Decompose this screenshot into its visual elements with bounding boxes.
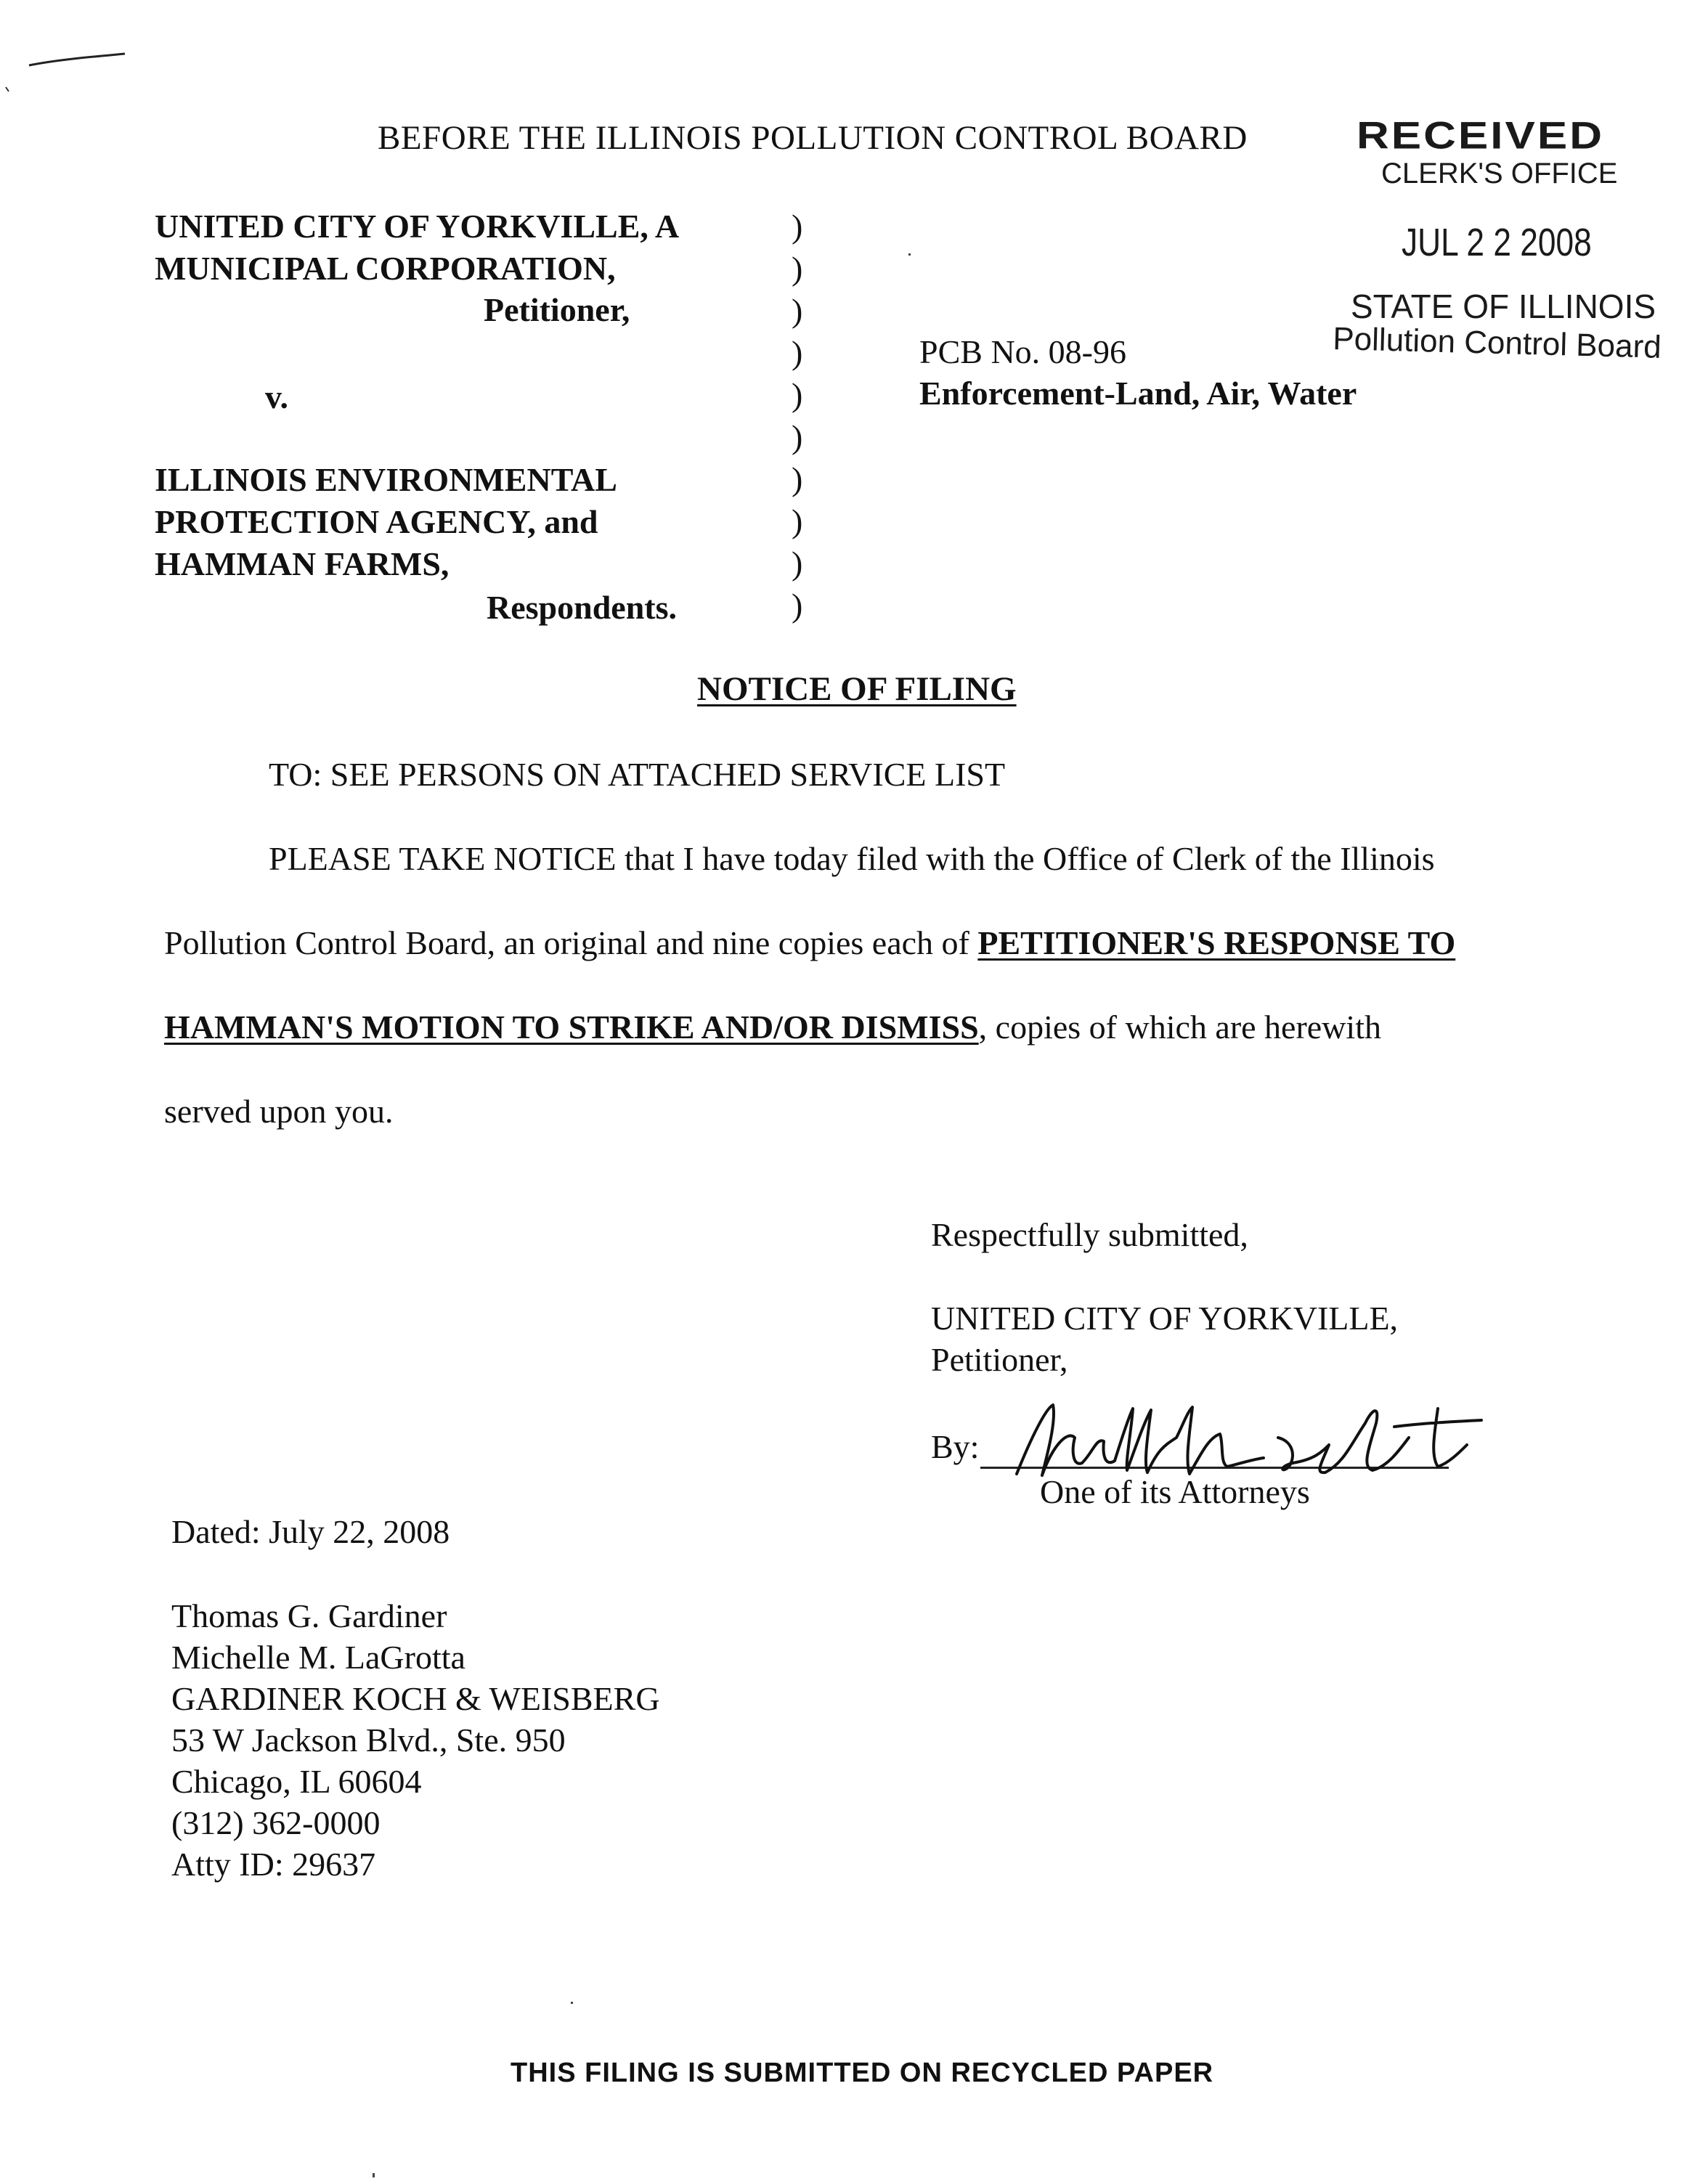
paren: ) (792, 460, 803, 497)
line-2-text: Pollution Control Board, an original and nine copies each of (164, 924, 978, 961)
notice-paragraph-line-4: served upon you. (164, 1093, 394, 1130)
scan-artifact-mark (0, 0, 145, 102)
attorney-block (171, 1595, 660, 1885)
notice-heading: NOTICE OF FILING (697, 670, 1017, 708)
paren: ) (792, 418, 803, 455)
paren: ) (792, 502, 803, 539)
attorney-line: Atty ID: 29637 (171, 1846, 376, 1883)
line-3-text: , copies of which are herewith (978, 1009, 1381, 1046)
petitioner-role: Petitioner, (484, 291, 630, 328)
document-title-part-2: HAMMAN'S MOTION TO STRIKE AND/OR DISMISS (164, 1009, 979, 1046)
attorney-line: Michelle M. LaGrotta (171, 1639, 465, 1676)
paren: ) (792, 587, 803, 624)
respondent-role: Respondents. (487, 589, 678, 626)
versus-label: v. (265, 378, 288, 415)
signing-party-role: Petitioner, (931, 1341, 1068, 1378)
paren: ) (792, 292, 803, 329)
respondent-block (155, 459, 617, 585)
attorney-line: Chicago, IL 60604 (171, 1763, 422, 1800)
scan-speck (571, 2002, 573, 2004)
notice-paragraph-line-3 (164, 1008, 1381, 1046)
stamp-board: Pollution Control Board (1332, 321, 1662, 365)
attorney-line: (312) 362-0000 (171, 1804, 381, 1841)
petitioner-block (155, 205, 679, 290)
clerks-office-stamp: CLERK'S OFFICE (1381, 158, 1618, 190)
document-title-part-1: PETITIONER'S RESPONSE TO (977, 924, 1456, 961)
dated-line: Dated: July 22, 2008 (171, 1513, 450, 1550)
scan-speck (373, 2173, 375, 2177)
board-title: BEFORE THE ILLINOIS POLLUTION CONTROL BOARD (378, 119, 1248, 157)
scan-speck (908, 253, 911, 256)
petitioner-line-2: MUNICIPAL CORPORATION, (155, 250, 616, 287)
respondent-line-1: ILLINOIS ENVIRONMENTAL (155, 461, 617, 498)
signing-party (931, 1297, 1398, 1380)
respondent-line-3: HAMMAN FARMS, (155, 545, 450, 582)
to-line: TO: SEE PERSONS ON ATTACHED SERVICE LIST (269, 756, 1006, 793)
attorney-line: GARDINER KOCH & WEISBERG (171, 1680, 660, 1717)
closing: Respectfully submitted, (931, 1216, 1248, 1253)
paren: ) (792, 545, 803, 582)
signing-party-name: UNITED CITY OF YORKVILLE, (931, 1300, 1399, 1337)
recycled-paper-footer: THIS FILING IS SUBMITTED ON RECYCLED PAPER (511, 2058, 1214, 2088)
case-type: Enforcement-Land, Air, Water (919, 375, 1357, 412)
respondent-line-2: PROTECTION AGENCY, and (155, 503, 598, 540)
notice-paragraph-line-2 (164, 924, 1455, 962)
attorney-line: 53 W Jackson Blvd., Ste. 950 (171, 1721, 566, 1759)
by-label: By: (931, 1428, 980, 1465)
signature-line-label: One of its Attorneys (1040, 1473, 1310, 1510)
petitioner-line-1: UNITED CITY OF YORKVILLE, A (155, 208, 680, 245)
notice-paragraph-line-1: PLEASE TAKE NOTICE that I have today filed with the Office of Clerk of the Illinois (269, 840, 1435, 877)
caption-parenthesis-column (792, 205, 802, 627)
stamp-date: JUL 2 2 2008 (1402, 221, 1592, 264)
attorney-line: Thomas G. Gardiner (171, 1597, 447, 1634)
paren: ) (792, 376, 803, 413)
paren: ) (792, 334, 803, 371)
stamp-state: STATE OF ILLINOIS (1351, 288, 1656, 325)
received-stamp: RECEIVED (1357, 114, 1604, 158)
paren: ) (792, 208, 803, 245)
case-number: PCB No. 08-96 (919, 333, 1126, 370)
paren: ) (792, 250, 803, 287)
